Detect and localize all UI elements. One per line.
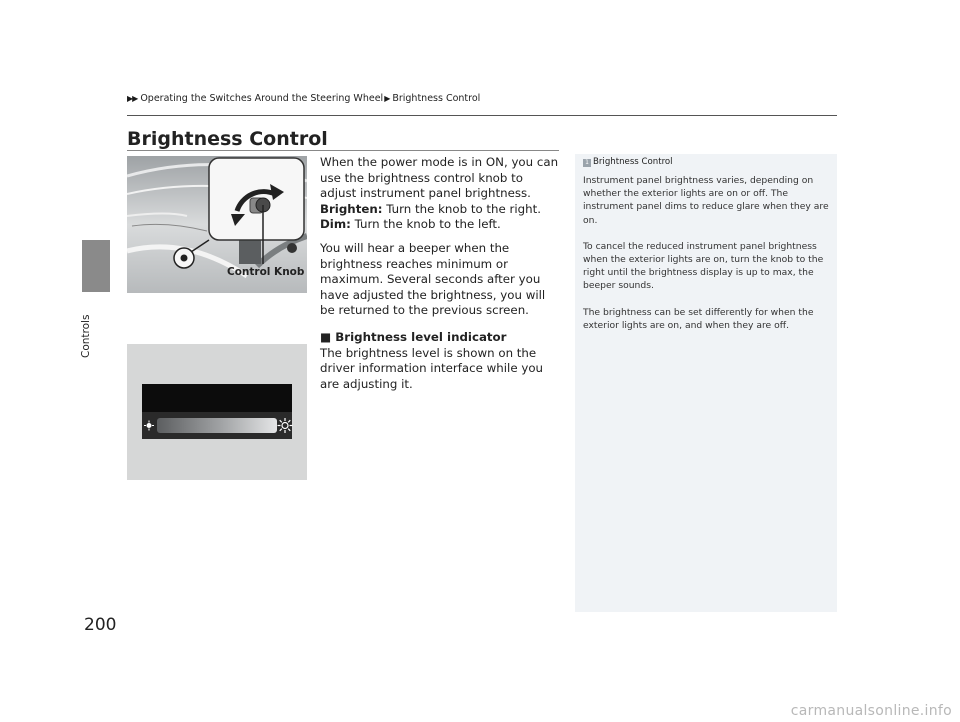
driver-display-image: [127, 344, 307, 480]
brightness-indicator-illustration: [127, 344, 307, 480]
control-knob-callout: Control Knob: [227, 266, 305, 278]
square-bullet-icon: ■: [320, 329, 336, 344]
chapter-label: Controls: [80, 314, 92, 358]
breadcrumb: [127, 93, 480, 104]
dim-label: Dim:: [320, 217, 351, 232]
page-title: Brightness Control: [127, 128, 328, 150]
note-paragraph: Instrument panel brightness varies, depending on whether the exterior lights are on or off. The instrument panel dims to reduce glare when they are on.: [583, 175, 829, 226]
page-number: 200: [84, 615, 117, 635]
note-heading-text: Brightness Control: [593, 157, 673, 167]
note-body: [583, 174, 833, 345]
control-knob-illustration: [127, 156, 307, 293]
breadcrumb-arrow-icon: ▶: [384, 94, 391, 103]
note-reference-icon: 1: [583, 159, 591, 167]
breadcrumb-arrow-icon: ▶▶: [127, 94, 138, 103]
breadcrumb-section[interactable]: Operating the Switches Around the Steering Wheel: [140, 93, 384, 104]
watermark: carmanualsonline.info: [790, 703, 952, 719]
dim-text: Turn the knob to the left.: [350, 217, 501, 232]
brighten-text: Turn the knob to the right.: [382, 201, 542, 216]
brighten-label: Brighten:: [320, 201, 383, 216]
brighten-instruction: [320, 202, 560, 218]
note-paragraph: To cancel the reduced instrument panel brightness when the exterior lights are on, turn the knob to the right until the brightness display is up to max, the beeper sounds.: [583, 240, 824, 292]
breadcrumb-page: Brightness Control: [392, 93, 481, 104]
note-heading: [583, 157, 673, 167]
body-text: [320, 155, 560, 392]
note-paragraph: The brightness can be set differently for when the exterior lights are on, and when they are off.: [583, 306, 814, 331]
header-rule: [127, 115, 837, 116]
beeper-paragraph: You will hear a beeper when the brightness reaches minimum or maximum. Several seconds after you have adjusted the brightness, you will be returned to the previous screen.: [320, 240, 546, 318]
indicator-subheading: [320, 330, 560, 346]
subheading-text: Brightness level indicator: [335, 329, 507, 344]
indicator-paragraph: The brightness level is shown on the driver information interface while you are adjusting it.: [320, 345, 544, 391]
chapter-tab[interactable]: [82, 240, 110, 292]
intro-paragraph: When the power mode is in ON, you can use the brightness control knob to adjust instrument panel brightness.: [320, 155, 559, 201]
title-rule: [127, 150, 559, 151]
dim-instruction: [320, 217, 560, 233]
